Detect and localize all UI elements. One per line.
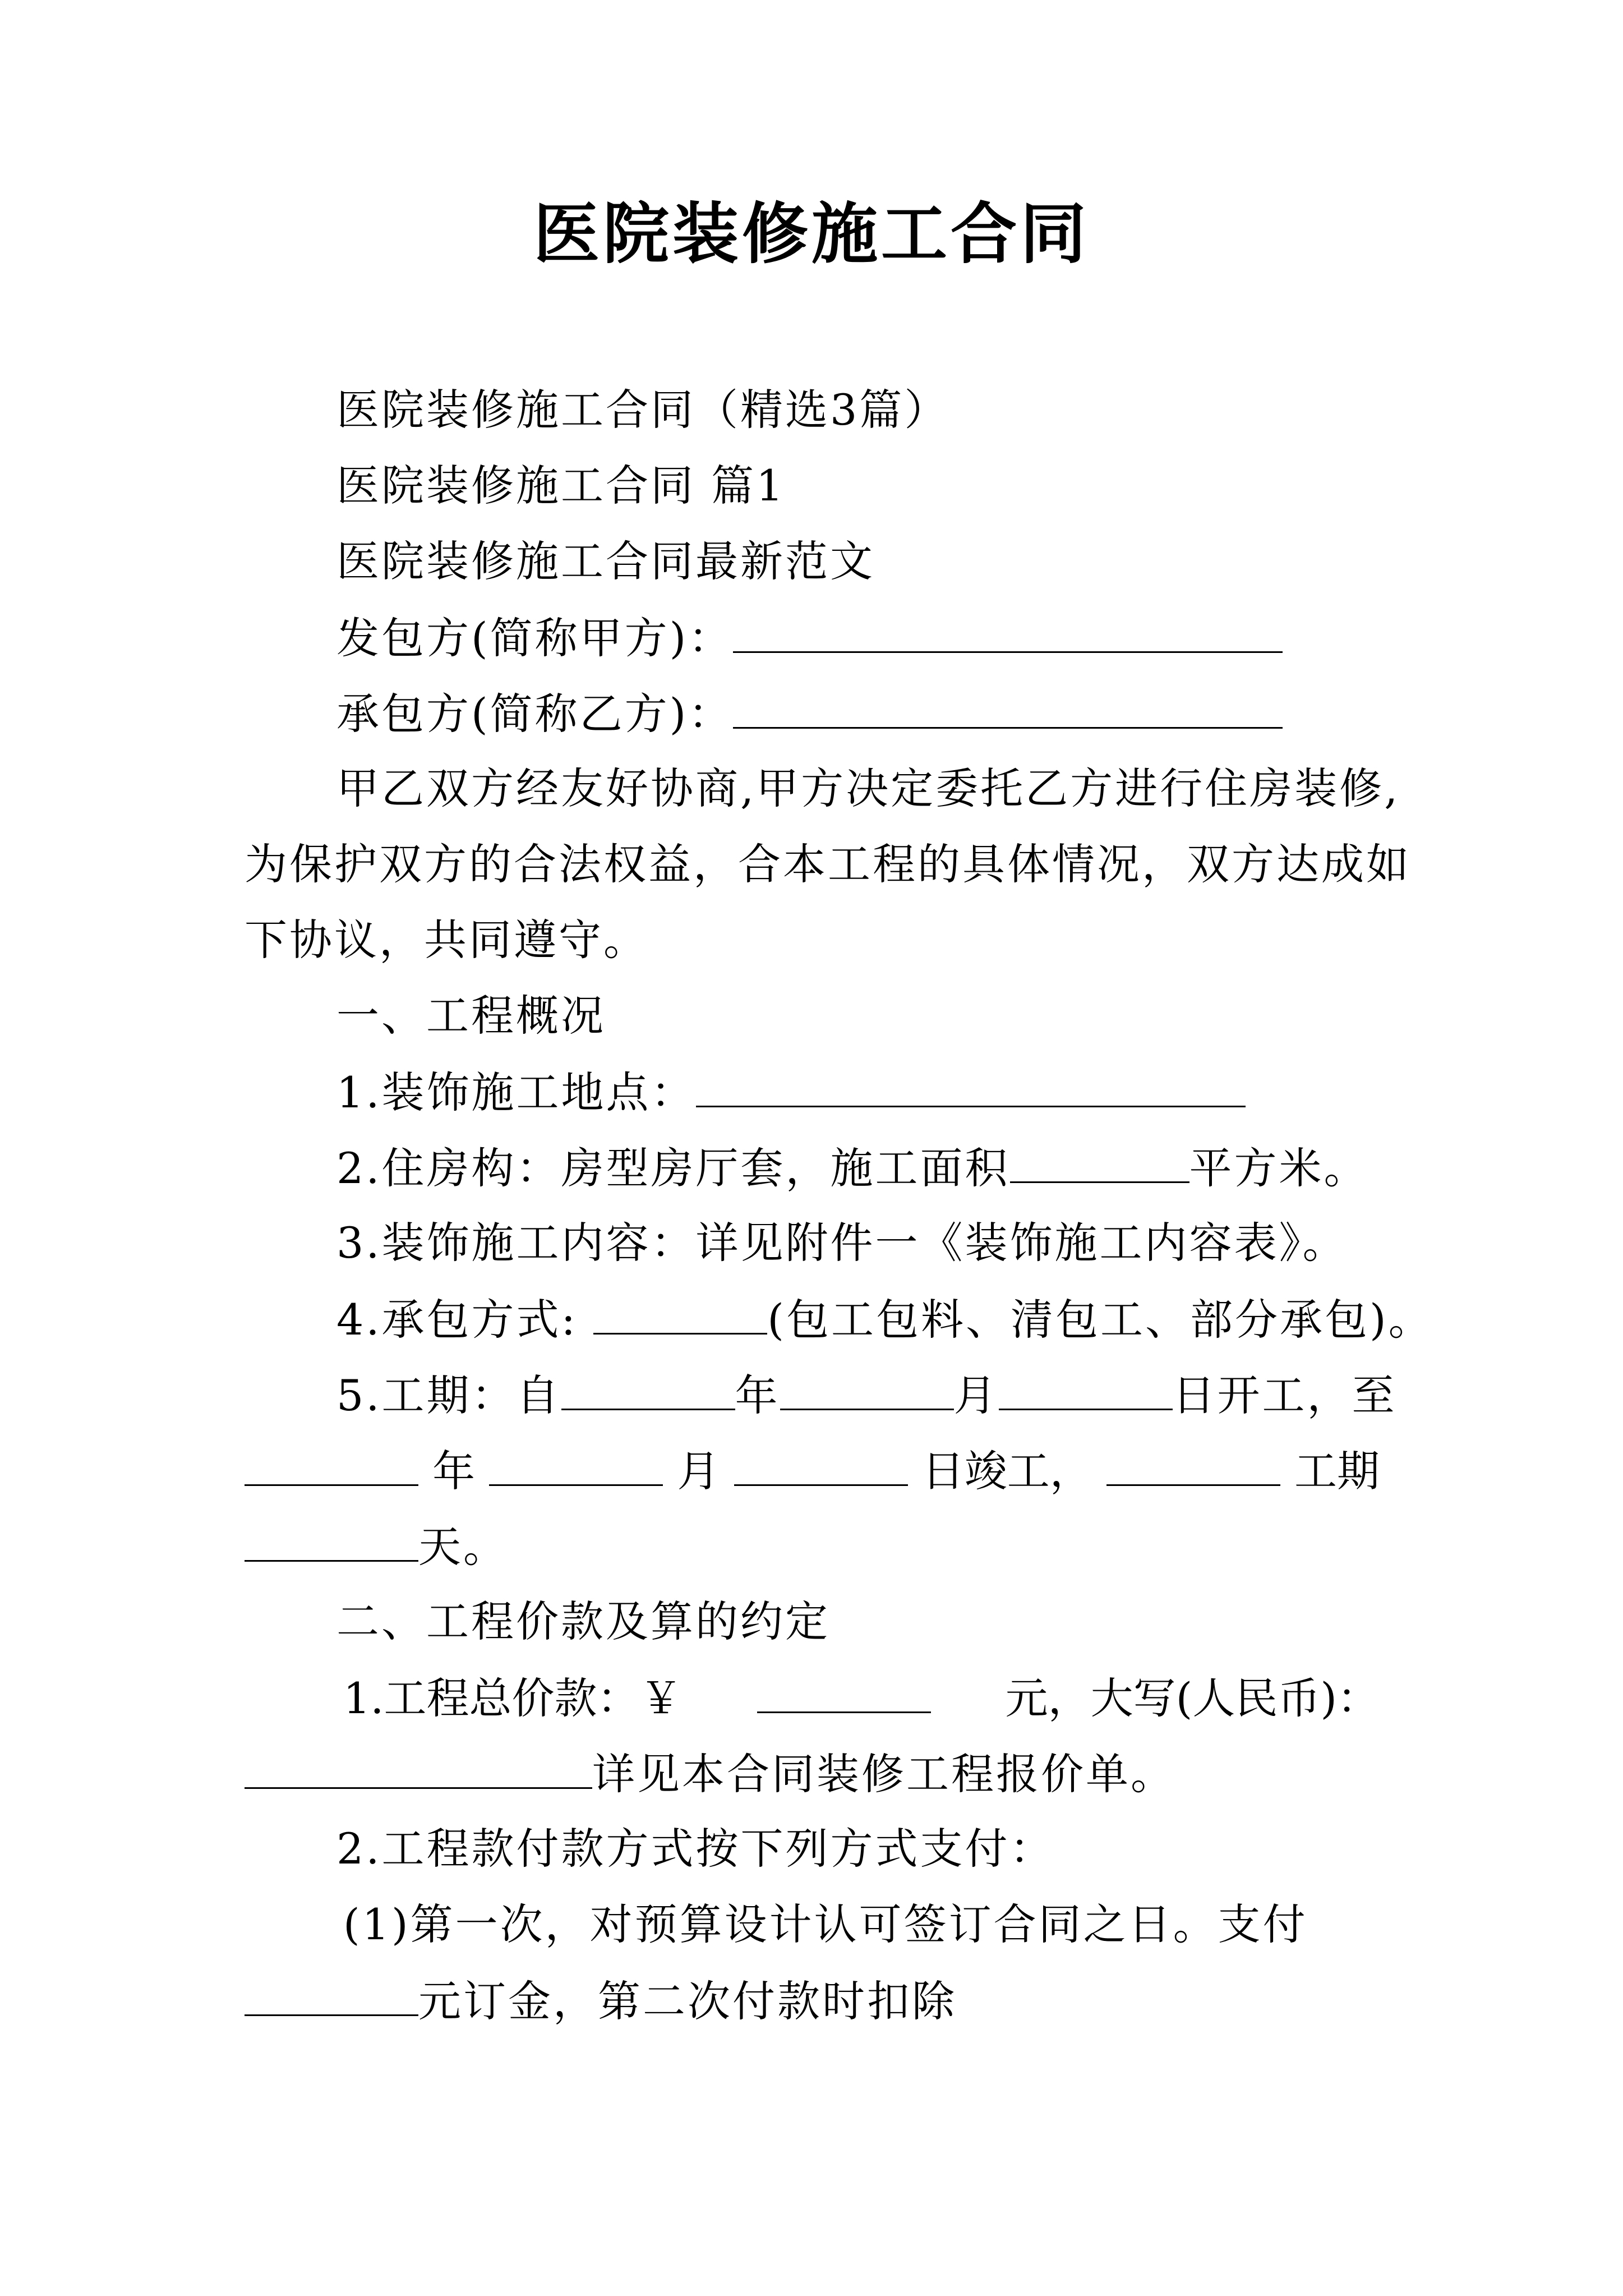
item-mode-options: (包工包料、清包工、部分承包)。: [767, 1295, 1433, 1345]
end-month-label: 月: [677, 1446, 720, 1496]
end-month-blank: [489, 1445, 663, 1486]
price-detail-label: 详见本合同装修工程报价单。: [592, 1749, 1175, 1799]
paragraph-line: 下协议，共同遵守。: [245, 915, 648, 965]
section-heading: 一、工程概况: [336, 991, 606, 1041]
duration-blank: [1106, 1445, 1280, 1486]
deposit-blank: [245, 1975, 418, 2016]
completion-label: 日竣工，: [921, 1446, 1092, 1496]
start-month-blank: [780, 1369, 954, 1410]
page-title: 医院装修施工合同: [533, 195, 1090, 273]
end-year-blank: [245, 1445, 418, 1486]
item-period-days: [245, 1521, 508, 1572]
party-b-line: [336, 688, 1283, 739]
period-label: 5.工期：自: [336, 1370, 561, 1420]
start-year-blank: [561, 1369, 735, 1410]
item-payment-method: 2.工程款付款方式按下列方式支付：: [336, 1824, 1055, 1874]
item-period-start: [336, 1369, 1397, 1421]
item-house-unit: 平方米。: [1189, 1143, 1369, 1193]
start-label: 日开工，至: [1172, 1370, 1397, 1420]
area-blank: [1010, 1142, 1189, 1183]
item-mode-label: 4.承包方式:: [336, 1295, 578, 1345]
item-house-label: 2.住房构：房型房厅套，施工面积: [336, 1143, 1010, 1193]
price-capital-label: 元，大写(人民币)：: [1005, 1673, 1380, 1723]
days-label: 天。: [418, 1522, 508, 1572]
section-heading: 二、工程价款及算的约定: [336, 1596, 830, 1646]
article-heading: 医院装修施工合同 篇1: [336, 461, 786, 510]
item-contract-mode: [336, 1294, 1433, 1345]
party-a-label: 发包方(简称甲方)：: [336, 613, 734, 663]
item-location: [336, 1066, 1246, 1118]
item-house: [336, 1142, 1369, 1194]
days-blank: [245, 1521, 418, 1562]
item-deposit: [245, 1975, 957, 2027]
party-b-blank: [733, 688, 1283, 729]
subtitle: 医院装修施工合同最新范文: [336, 536, 875, 586]
party-a-blank: [733, 612, 1283, 653]
item-price-detail: [245, 1748, 1175, 1800]
item-period-end: [245, 1445, 1380, 1497]
mode-blank: [593, 1294, 767, 1335]
collection-title: 医院装修施工合同（精选3篇）: [336, 385, 949, 435]
item-location-label: 1.装饰施工地点：: [336, 1068, 696, 1117]
end-day-blank: [734, 1445, 908, 1486]
start-day-blank: [999, 1369, 1173, 1410]
price-capital-blank: [245, 1748, 592, 1789]
party-a-line: [336, 612, 1283, 664]
item-first-payment: (1)第一次，对预算设计认可签订合同之日。支付: [343, 1899, 1308, 1949]
total-price-label: 1.工程总价款：￥: [343, 1673, 683, 1723]
party-b-label: 承包方(简称乙方)：: [336, 689, 734, 739]
month-label: 月: [953, 1370, 999, 1420]
item-content: 3.装饰施工内容：详见附件一《装饰施工内容表》。: [336, 1218, 1348, 1268]
location-blank: [696, 1066, 1246, 1107]
item-total-price: [343, 1672, 1380, 1724]
year-label: 年: [735, 1370, 780, 1420]
paragraph-line: 甲乙双方经友好协商,甲方决定委托乙方进行住房装修,: [336, 763, 1400, 813]
deposit-label: 元订金，第二次付款时扣除: [418, 1976, 957, 2026]
price-blank: [757, 1672, 931, 1713]
end-year-label: 年: [432, 1446, 476, 1496]
duration-label: 工期: [1294, 1446, 1380, 1496]
paragraph-line: 为保护双方的合法权益，合本工程的具体情况，双方达成如: [245, 839, 1411, 889]
